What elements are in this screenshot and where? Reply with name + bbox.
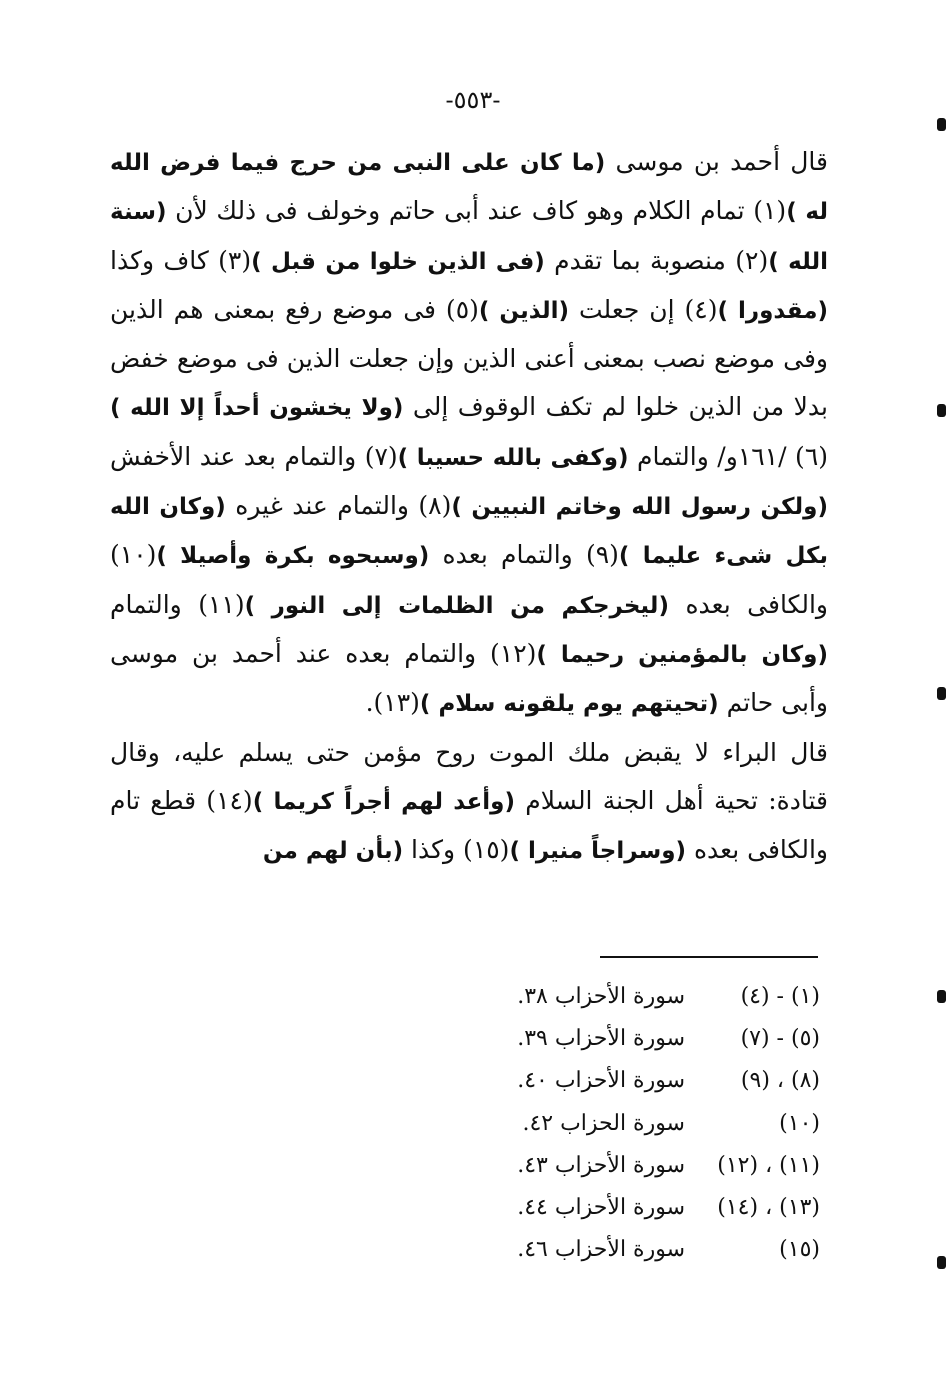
footnote-source: سورة الأحزاب ٤٣. (517, 1152, 685, 1178)
text-segment: (١٥) وكذا (403, 835, 510, 865)
quran-quote: (وكان الله بكل شىء عليما ) (110, 494, 829, 570)
text-segment: (٣) كاف وكذا (110, 245, 252, 275)
footnote-row (470, 1186, 820, 1228)
footnote-ref: (١٠) (779, 1110, 820, 1136)
text-segment: (١٤) قطع تام والكافى بعده (110, 785, 828, 865)
text-segment: (٢) منصوبة بما تقدم (544, 245, 769, 275)
binding-mark (937, 118, 946, 131)
text-segment: (٧) والتمام بعد عند الأخفش (110, 441, 398, 471)
quran-quote: (ولا يخشون أحداً إلا الله ) (110, 395, 404, 422)
quran-quote: (ليخرجكم من الظلمات إلى النور ) (244, 592, 669, 619)
footnote-source: سورة الحزاب ٤٢. (522, 1110, 685, 1136)
quran-quote: (ما كان على النبى من حرج فيما فرض الله له ) (110, 150, 828, 226)
text-segment: (٦) /١٦١و/ والتمام (628, 441, 829, 471)
text-segment: (١٣). (365, 688, 420, 718)
quran-quote: (مقدورا ) (717, 297, 829, 324)
quran-quote: (ولكن رسول الله وخاتم النبيين ) (451, 494, 828, 521)
footnote-source: سورة الأحزاب ٤٦. (517, 1237, 685, 1263)
text-segment: قال البراء لا يقبض ملك الموت روح مؤمن حتى يسلم عليه، وقال قتادة: تحية أهل الجنة السلام (110, 737, 828, 815)
text-segment: قال أحمد بن موسى (605, 147, 828, 176)
footnote-source: سورة الأحزاب ٤٤. (517, 1195, 685, 1221)
quran-quote: (وأعد لهم أجراً كريما ) (252, 788, 515, 815)
main-text (110, 138, 828, 875)
footnote-row (470, 1060, 820, 1102)
quran-quote: (بأن لهم من (262, 838, 404, 865)
footnotes (470, 975, 820, 1271)
footnote-source: سورة الأحزاب ٣٩. (517, 1025, 685, 1051)
binding-mark (937, 404, 946, 417)
binding-mark (937, 687, 946, 700)
footnote-row (470, 1229, 820, 1271)
footnote-source: سورة الأحزاب ٤٠. (517, 1068, 685, 1094)
quran-quote: (الذين ) (478, 297, 570, 324)
footnote-row (470, 1144, 820, 1186)
footnote-source: سورة الأحزاب ٣٨. (517, 983, 685, 1009)
footnote-ref: (٨) ، (٩) (740, 1068, 820, 1094)
text-segment: (١) تمام الكلام وهو كاف عند أبى حاتم وخولف فى ذلك لأن (166, 196, 787, 226)
footnote-row (470, 975, 820, 1017)
quran-quote: (وسبحوه بكرة وأصيلا ) (156, 543, 430, 570)
footnote-ref: (١٣) ، (١٤) (717, 1195, 820, 1221)
footnote-row (470, 1102, 820, 1144)
paragraph-2 (110, 729, 828, 876)
quran-quote: (وكان بالمؤمنين رحيما ) (536, 641, 828, 668)
binding-mark (937, 1256, 946, 1269)
quran-quote: (وكفى بالله حسيبا ) (397, 444, 629, 471)
text-segment: (٨) والتمام عند غيره (225, 491, 452, 521)
quran-quote: (فى الذين خلوا من قبل ) (251, 248, 545, 275)
footnote-ref: (١١) ، (١٢) (717, 1152, 820, 1178)
quran-quote: (سنة الله ) (110, 199, 828, 275)
paragraph-1 (110, 138, 828, 729)
text-segment: (٤) إن جعلت (569, 294, 718, 324)
binding-mark (937, 990, 946, 1003)
quran-quote: (وسراجاً منيرا ) (509, 838, 687, 865)
quran-quote: (تحيتهم يوم يلقونه سلام ) (419, 691, 719, 718)
text-segment: (١١) والتمام (110, 589, 245, 619)
footnote-ref: (١٥) (779, 1237, 820, 1263)
text-segment: (٩) والتمام بعده (429, 540, 619, 570)
footnote-ref: (٥) - (٧) (740, 1025, 820, 1051)
footnote-ref: (١) - (٤) (740, 983, 820, 1009)
footnote-row (470, 1017, 820, 1059)
footnote-divider (600, 956, 818, 958)
text-segment: (١٢) والتمام بعده عند أحمد بن موسى وأبى حاتم (110, 638, 828, 718)
text-segment: (٥) فى موضع رفع بمعنى هم الذين وفى موضع نصب بمعنى أعنى الذين وإن جعلت الذين فى موضع خفض بدلا من الذين خلوا لم تكف الوقوف إلى (110, 294, 828, 422)
text-segment: (١٠) والكافى بعده (110, 540, 828, 619)
page-number: -٥٥٣- (445, 86, 501, 114)
